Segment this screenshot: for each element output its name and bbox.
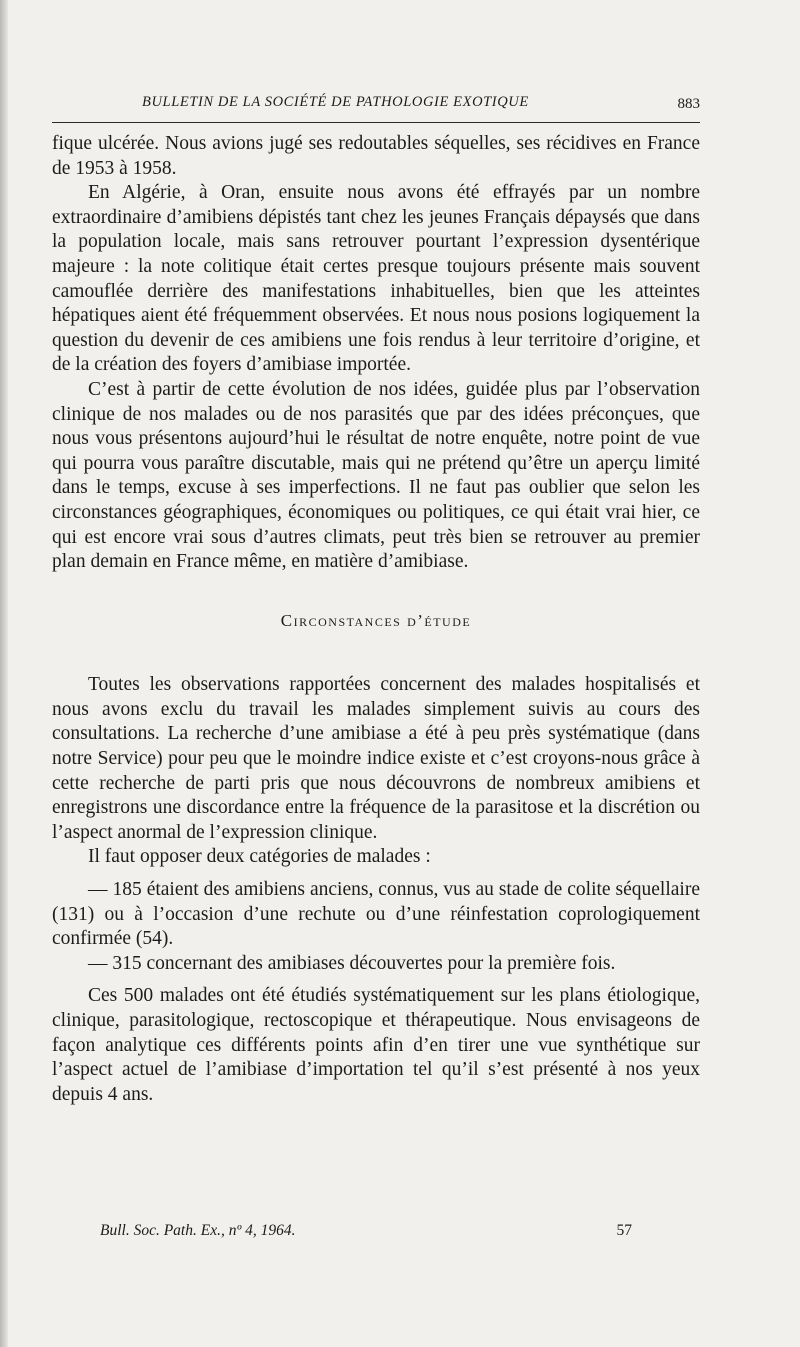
page-number: 883 — [677, 96, 700, 112]
page-footer — [52, 1222, 700, 1246]
paragraph-observations: Toutes les observations rapportées concernent des malades hospitalisés et nous avons exclu du travail les malades simplement suivis au cours des consultations. La recherche d’une amibiase a été à peu près systématique (dans notre Service) pour peu que le moindre indice existe et c’est croyons-nous grâce à cette recherche de parti pris que nous découvrons de nombreux amibiens et enregistrons une discordance entre la fréquence de la parasitose et la discrétion ou l’aspect anormal de l’expression clinique. — [52, 674, 700, 843]
paragraph-algerie: En Algérie, à Oran, ensuite nous avons été effrayés par un nombre extraordinaire d’amibiens dépistés tant chez les jeunes Français dépaysés que dans la population locale, mais sans retrouver pourtant l’expression dysentérique majeure : la note colitique était certes presque toujours présente mais souvent camouflée derrière des manifestations inhabituelles, bien que les atteintes hépatiques aient été fréquemment observées. Et nous nous posions logiquement la question du devenir de ces amibiens une fois rendus à leur territoire d’origine, et de la création des foyers d’amibiase importée. — [52, 182, 700, 376]
page-edge-shadow — [0, 0, 8, 1347]
list-item-anciens: — 185 étaient des amibiens anciens, connus, vus au stade de colite séquellaire (131) ou à l’occasion d’une rechute ou d’une réinfestation coprologiquement confirmée (54). — [52, 879, 700, 950]
paragraph-continuation: fique ulcérée. Nous avions jugé ses redoutables séquelles, ses récidives en France de 1953 à 1958. — [52, 133, 700, 179]
running-header — [52, 92, 700, 120]
footer-page-label: 57 — [616, 1222, 632, 1239]
paragraph-synthese: Ces 500 malades ont été étudiés systématiquement sur les plans étiologique, clinique, parasitologique, rectoscopique et thérapeutique. Nous envisageons de façon analytique ces différents points afin d’en tirer une vue synthétique sur l’aspect actuel de l’amibiase d’importation tel qu’il s’est présenté à nos yeux depuis 4 ans. — [52, 985, 700, 1105]
section-title: Circonstances d’étude — [280, 610, 472, 630]
list-item-nouveaux: — 315 concernant des amibiases découvertes pour la première fois. — [88, 952, 616, 974]
paragraph-categories: Il faut opposer deux catégories de malades : — [88, 846, 431, 868]
paragraph-evolution: C’est à partir de cette évolution de nos idées, guidée plus par l’observation clinique de nos malades ou de nos parasités que par des idées préconçues, que nous vous présentons aujourd’hui le résultat de notre enquête, notre point de vue qui pourra vous paraître discutable, mais qui ne prétend qu’être un aperçu limité dans le temps, excuse à ses imperfections. Il ne faut pas oublier que selon les circonstances géographiques, économiques ou politiques, ce qui était vrai hier, ce qui est encore vrai sous d’autres climats, peut très bien se retrouver au premier plan demain en France même, en matière d’amibiase. — [52, 378, 700, 573]
article-body — [52, 132, 700, 1107]
footer-citation: Bull. Soc. Path. Ex., nº 4, 1964. — [100, 1222, 296, 1239]
journal-title: BULLETIN DE LA SOCIÉTÉ DE PATHOLOGIE EXOTIQUE — [142, 94, 529, 110]
header-rule — [52, 122, 700, 123]
